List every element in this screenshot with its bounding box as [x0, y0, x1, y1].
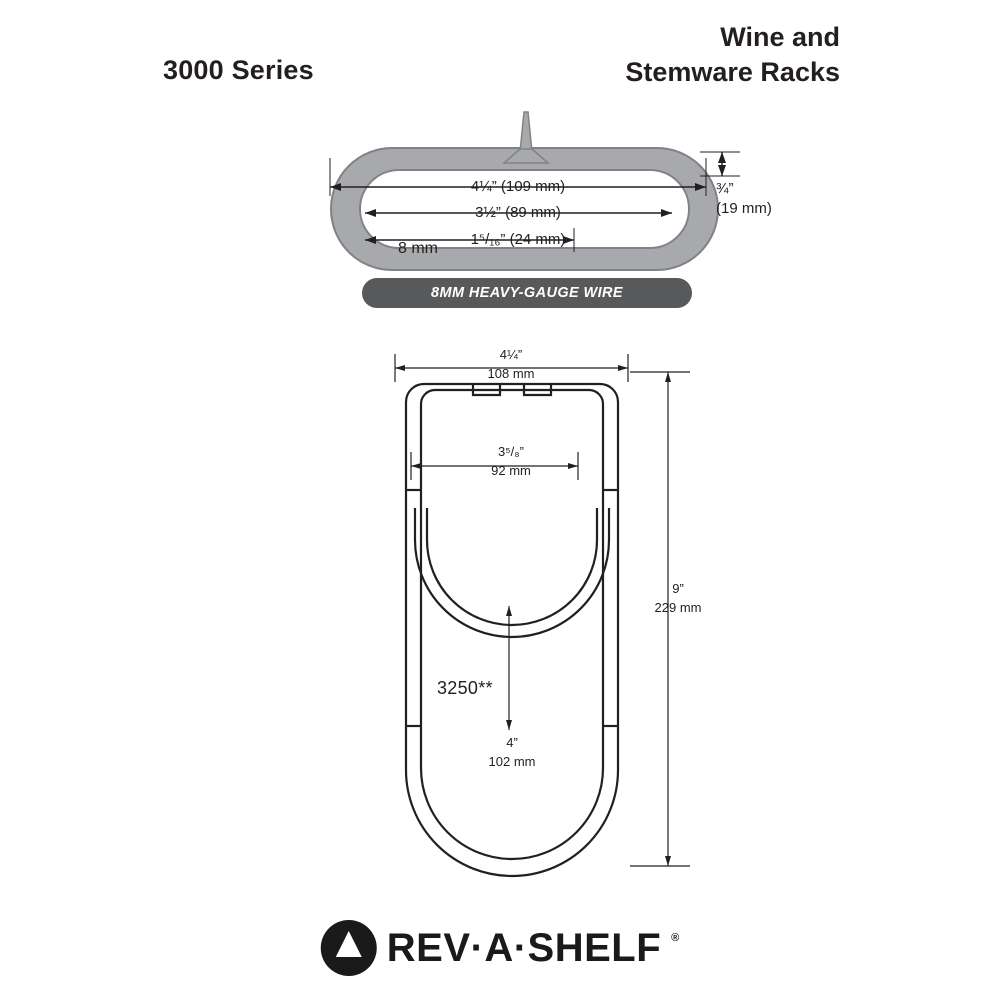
label-wire-height-in: ¾”: [716, 180, 734, 197]
category-line-1: Wine and: [720, 22, 840, 52]
heavy-gauge-wire-badge: 8MM HEAVY-GAUGE WIRE: [362, 278, 692, 308]
label-wire-height-mm: (19 mm): [716, 200, 772, 217]
page-title: 3000 Series: [163, 55, 314, 85]
category-line-2: Stemware Racks: [625, 56, 840, 87]
label-top-width-in: 4¼”: [499, 347, 523, 362]
label-slot-width: 1⁵/₁₆” (24 mm): [470, 231, 566, 248]
label-wire-thickness: 8 mm: [398, 240, 438, 257]
label-inner-width-mm: 92 mm: [491, 463, 531, 478]
label-lower-width-mm: 102 mm: [488, 754, 536, 769]
part-number-label: 3250**: [437, 678, 493, 698]
brand-wordmark: REV·A·SHELF: [386, 925, 662, 970]
label-height-in: 9”: [672, 581, 684, 596]
dim-height: [630, 372, 690, 866]
brand-logo: [321, 920, 680, 976]
label-top-width-mm: 108 mm: [487, 366, 535, 381]
trademark-symbol: ®: [671, 932, 680, 944]
label-inner-width: 3½” (89 mm): [475, 204, 561, 221]
label-inner-width-in: 3⁵/₈”: [498, 444, 524, 459]
label-overall-width: 4¼” (109 mm): [470, 178, 566, 195]
rev-a-shelf-mark-icon: [321, 920, 377, 976]
label-lower-width-in: 4”: [506, 735, 518, 750]
label-height-mm: 229 mm: [654, 600, 702, 615]
